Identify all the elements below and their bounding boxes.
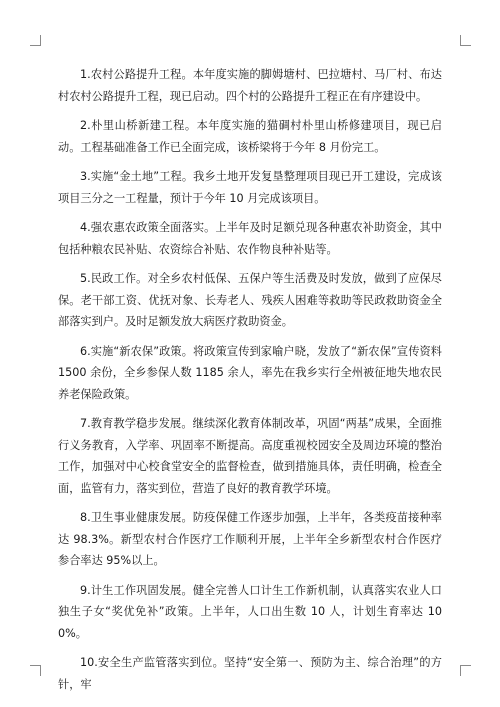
paragraph-golden-land: 3.实施“金土地”工程。我乡土地开发复垦整理项目现已开工建设，完成该项目三分之一工程量，预计于今年 10 月完成该项目。: [58, 170, 442, 205]
paragraph-family-planning: 9.计生工作巩固发展。健全完善人口计生工作新机制，认真落实农业人口独生子女“奖优免补”政策。上半年，人口出生数 10 人，计划生育率达 100%。: [58, 583, 442, 640]
paragraph-rural-pension: 6.实施“新农保”政策。将政策宣传到家喻户晓，发放了“新农保”宣传资料 1500 余份，全乡参保人数 1185 余人，率先在我乡实行全州被征地失地农民养老保险政策。: [58, 344, 442, 401]
paragraph-civil-affairs: 5.民政工作。对全乡农村低保、五保户等生活费及时发放，做到了应保尽保。老干部工资、优抚对象、长寿老人、残疾人困难等救助等民政救助资金全部落实到户。及时足额发放大病医疗救助资金。: [58, 272, 442, 328]
paragraph-bridge: 2.朴里山桥新建工程。本年度实施的猫碉村朴里山桥修建项目，现已启动。工程基础准备工作已全面完成，该桥梁将于今年 8 月份完工。: [58, 119, 442, 154]
document-body: [58, 64, 442, 703]
paragraph-education: 7.教育教学稳步发展。继续深化教育体制改革，巩固“两基”成果，全面推行义务教育，入学率、巩固率不断提高。高度重视校园安全及周边环境的整治工作，加强对中心校食堂安全的监督检查，做到措施具体，责任明确，检查全面，监管有力，落实到位，营造了良好的教育教学环境。: [58, 417, 442, 495]
crop-mark-top-left: [30, 35, 41, 46]
crop-mark-bottom-right: [460, 665, 471, 676]
crop-mark-top-right: [460, 35, 471, 46]
paragraph-safety: 10.安全生产监管落实到位。坚持“安全第一、预防为主、综合治理”的方针，牢: [58, 656, 442, 691]
paragraph-rural-road: 1.农村公路提升工程。本年度实施的脚姆塘村、巴拉塘村、马厂村、布达村农村公路提升工程，现已启动。四个村的公路提升工程正在有序建设中。: [58, 68, 442, 103]
paragraph-farm-subsidy: 4.强农惠农政策全面落实。上半年及时足额兑现各种惠农补助资金，其中包括种粮农民补贴、农资综合补贴、农作物良种补贴等。: [58, 221, 442, 256]
paragraph-health: 8.卫生事业健康发展。防疫保健工作逐步加强，上半年，各类疫苗接种率达 98.3%。新型农村合作医疗工作顺利开展，上半年全乡新型农村合作医疗参合率达 95%以上。: [58, 511, 442, 567]
crop-mark-bottom-left: [30, 665, 41, 676]
